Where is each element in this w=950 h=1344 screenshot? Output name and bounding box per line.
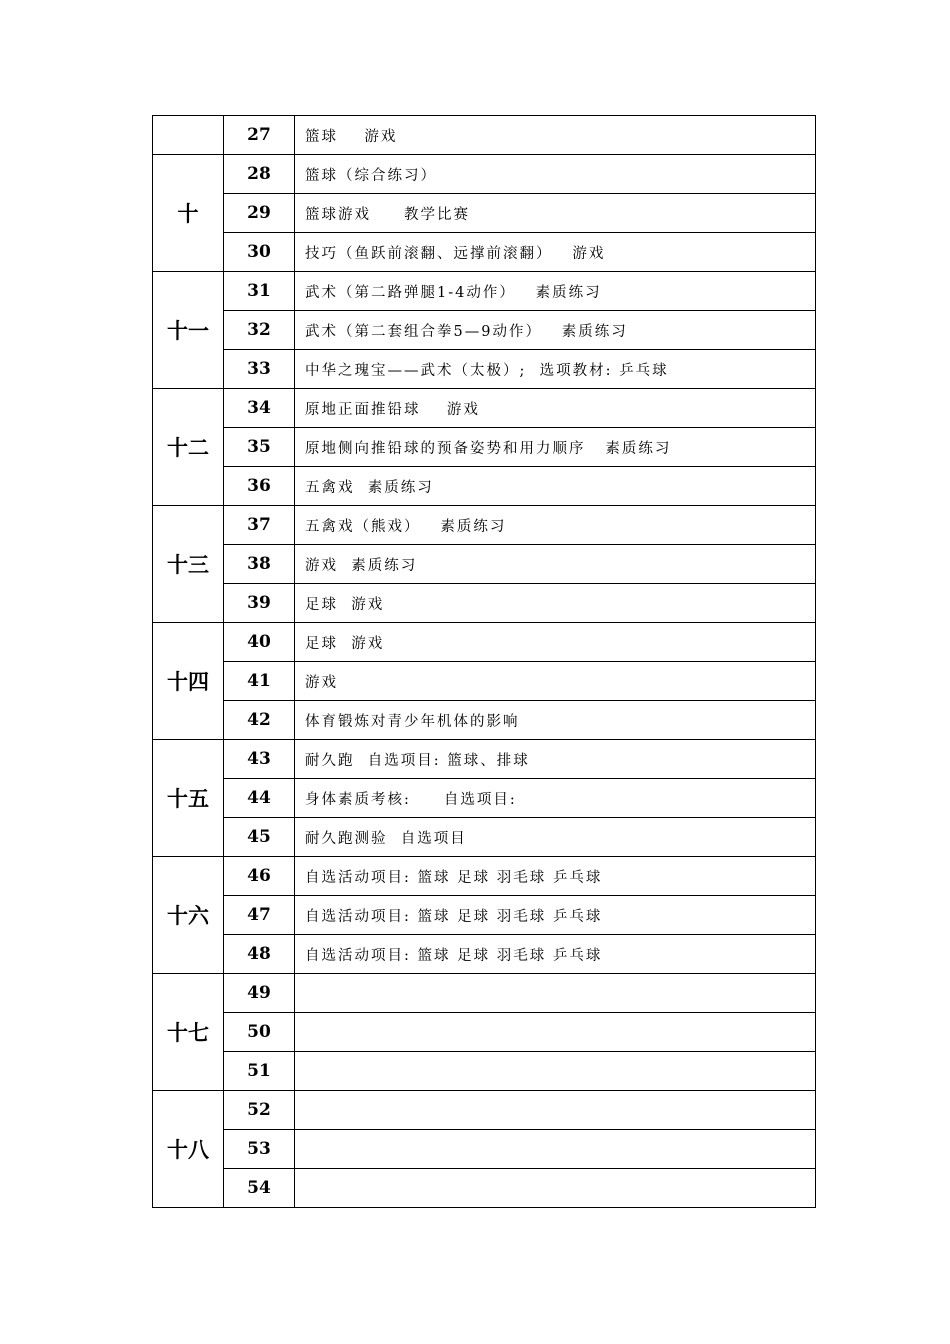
week-cell: 十五 <box>153 740 224 857</box>
table-row <box>153 272 816 311</box>
lesson-number: 45 <box>224 818 295 857</box>
lesson-content: 篮球 游戏 <box>295 116 816 155</box>
lesson-number: 54 <box>224 1169 295 1208</box>
lesson-number: 37 <box>224 506 295 545</box>
lesson-content <box>295 974 816 1013</box>
lesson-content: 自选活动项目: 篮球 足球 羽毛球 乒乓球 <box>295 857 816 896</box>
lesson-number: 42 <box>224 701 295 740</box>
lesson-content: 五禽戏 素质练习 <box>295 467 816 506</box>
lesson-number: 36 <box>224 467 295 506</box>
lesson-content: 五禽戏（熊戏） 素质练习 <box>295 506 816 545</box>
lesson-content: 中华之瑰宝——武术（太极）; 选项教材: 乒乓球 <box>295 350 816 389</box>
week-cell: 十一 <box>153 272 224 389</box>
table-row <box>153 506 816 545</box>
table-row <box>153 662 816 701</box>
table-row <box>153 467 816 506</box>
week-cell: 十七 <box>153 974 224 1091</box>
lesson-number: 43 <box>224 740 295 779</box>
table-row <box>153 1169 816 1208</box>
table-row <box>153 428 816 467</box>
table-row <box>153 818 816 857</box>
lesson-number: 27 <box>224 116 295 155</box>
lesson-number: 47 <box>224 896 295 935</box>
week-cell <box>153 116 224 155</box>
table-row <box>153 935 816 974</box>
table-row <box>153 974 816 1013</box>
table-row <box>153 584 816 623</box>
lesson-number: 51 <box>224 1052 295 1091</box>
lesson-content: 原地正面推铅球 游戏 <box>295 389 816 428</box>
table-row <box>153 701 816 740</box>
lesson-content <box>295 1091 816 1130</box>
table-row <box>153 233 816 272</box>
lesson-content: 技巧（鱼跃前滚翻、远撑前滚翻） 游戏 <box>295 233 816 272</box>
lesson-number: 48 <box>224 935 295 974</box>
table-row <box>153 1091 816 1130</box>
table-row <box>153 194 816 233</box>
lesson-content: 篮球（综合练习） <box>295 155 816 194</box>
table-row <box>153 857 816 896</box>
lesson-content: 武术（第二套组合拳5—9动作） 素质练习 <box>295 311 816 350</box>
table-row <box>153 623 816 662</box>
lesson-number: 31 <box>224 272 295 311</box>
lesson-content: 游戏 素质练习 <box>295 545 816 584</box>
lesson-number: 32 <box>224 311 295 350</box>
week-cell: 十四 <box>153 623 224 740</box>
lesson-number: 40 <box>224 623 295 662</box>
lesson-content: 原地侧向推铅球的预备姿势和用力顺序 素质练习 <box>295 428 816 467</box>
lesson-content: 足球 游戏 <box>295 584 816 623</box>
week-cell: 十二 <box>153 389 224 506</box>
lesson-number: 49 <box>224 974 295 1013</box>
schedule-table <box>152 115 816 1208</box>
lesson-number: 44 <box>224 779 295 818</box>
lesson-content: 武术（第二路弹腿1-4动作） 素质练习 <box>295 272 816 311</box>
lesson-content: 耐久跑测验 自选项目 <box>295 818 816 857</box>
lesson-content: 自选活动项目: 篮球 足球 羽毛球 乒乓球 <box>295 896 816 935</box>
week-cell: 十八 <box>153 1091 224 1208</box>
lesson-content: 篮球游戏 教学比赛 <box>295 194 816 233</box>
table-row <box>153 545 816 584</box>
table-row <box>153 1052 816 1091</box>
lesson-number: 28 <box>224 155 295 194</box>
lesson-content <box>295 1169 816 1208</box>
lesson-number: 38 <box>224 545 295 584</box>
table-row <box>153 350 816 389</box>
lesson-number: 35 <box>224 428 295 467</box>
lesson-number: 30 <box>224 233 295 272</box>
lesson-number: 41 <box>224 662 295 701</box>
table-row <box>153 896 816 935</box>
table-row <box>153 389 816 428</box>
lesson-number: 39 <box>224 584 295 623</box>
lesson-number: 33 <box>224 350 295 389</box>
table-row <box>153 779 816 818</box>
week-cell: 十三 <box>153 506 224 623</box>
week-cell: 十六 <box>153 857 224 974</box>
lesson-number: 29 <box>224 194 295 233</box>
table-row <box>153 155 816 194</box>
lesson-content: 自选活动项目: 篮球 足球 羽毛球 乒乓球 <box>295 935 816 974</box>
table-row <box>153 311 816 350</box>
lesson-content <box>295 1013 816 1052</box>
lesson-content: 身体素质考核: 自选项目: <box>295 779 816 818</box>
lesson-number: 34 <box>224 389 295 428</box>
table-row <box>153 1130 816 1169</box>
lesson-content: 体育锻炼对青少年机体的影响 <box>295 701 816 740</box>
lesson-number: 46 <box>224 857 295 896</box>
lesson-content <box>295 1130 816 1169</box>
table-row <box>153 740 816 779</box>
lesson-content: 足球 游戏 <box>295 623 816 662</box>
table-row <box>153 1013 816 1052</box>
lesson-number: 53 <box>224 1130 295 1169</box>
lesson-content <box>295 1052 816 1091</box>
lesson-number: 50 <box>224 1013 295 1052</box>
lesson-content: 游戏 <box>295 662 816 701</box>
lesson-content: 耐久跑 自选项目: 篮球、排球 <box>295 740 816 779</box>
week-cell: 十 <box>153 155 224 272</box>
table-row <box>153 116 816 155</box>
lesson-number: 52 <box>224 1091 295 1130</box>
